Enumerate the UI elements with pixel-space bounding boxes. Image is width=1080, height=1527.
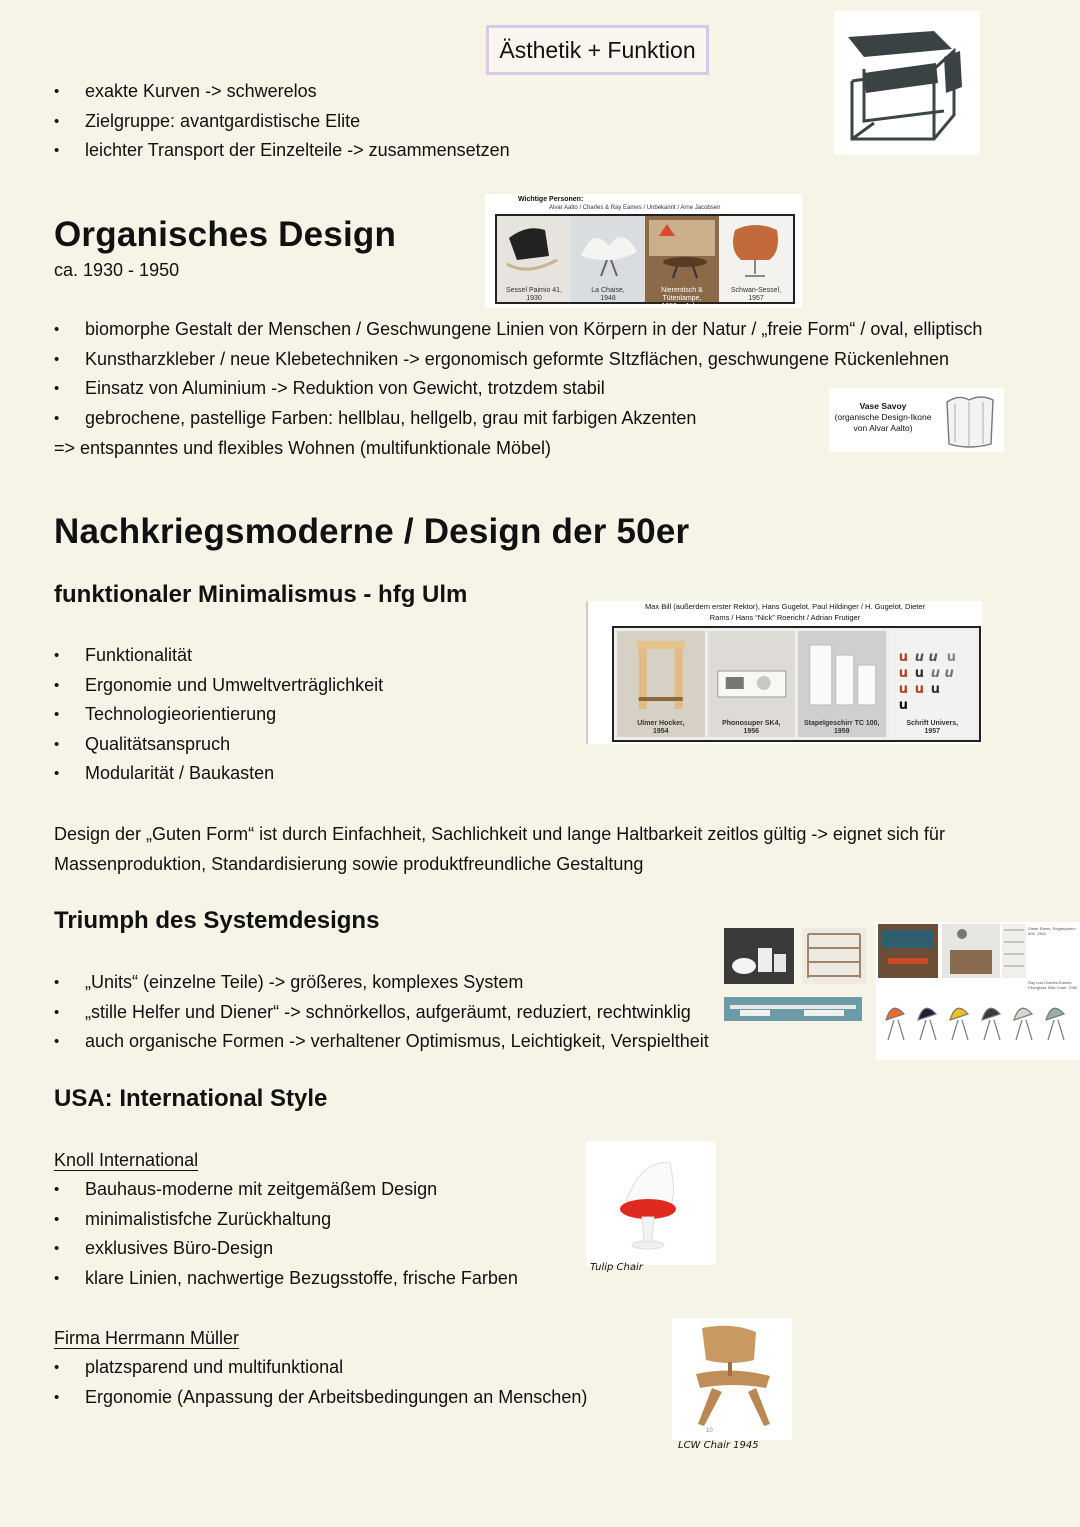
svg-text:u: u	[914, 682, 924, 697]
vase-savoy-card	[829, 388, 1004, 452]
armchair-icon	[497, 216, 571, 282]
shelf-icon	[802, 928, 866, 984]
tile-univers	[889, 631, 977, 737]
list-item: • Ergonomie (Anpassung der Arbeitsbedingungen an Menschen)	[54, 1383, 587, 1413]
list-item: • platzsparend und multifunktional	[54, 1353, 587, 1383]
lcw-chair-image	[672, 1318, 792, 1440]
typeface-icon	[889, 631, 977, 715]
paragraph-line: Design der „Guten Form“ ist durch Einfachheit, Sachlichkeit und lange Haltbarkeit zeitlos gültig -> eignet sich für	[54, 824, 945, 844]
knoll-heading: Knoll International	[54, 1150, 199, 1170]
list-item: • Bauhaus-moderne mit zeitgemäßem Design	[54, 1175, 518, 1205]
lamp-icon	[942, 924, 1000, 978]
vase-desc: (organische Design-Ikone	[834, 412, 932, 422]
rams-caption: Dieter Rams, Regalsystem 606, 1960	[1028, 926, 1076, 936]
tulip-chair-icon	[586, 1141, 716, 1265]
wall-shelf-photo	[724, 997, 862, 1021]
people-names: Alvar Aalto / Charles & Ray Eames / Unbekannt / Arne Jacobsen	[549, 205, 721, 211]
chair-icon	[834, 11, 980, 155]
tile-paimio	[497, 216, 571, 302]
shelf-icon	[1002, 924, 1026, 978]
item-caption: Stapelgeschirr TC 100, 1959	[804, 720, 880, 735]
mueller-heading: Firma Herrmann Müller	[54, 1328, 240, 1348]
postwar-bullets	[54, 641, 383, 789]
list-item: • leichter Transport der Einzelteile -> zusammensetzen	[54, 136, 510, 166]
item-caption: Schrift Univers, 1957	[906, 720, 959, 735]
list-item: • „Units“ (einzelne Teile) -> größeres, komplexes System	[54, 968, 709, 998]
system-title: Triumph des Systemdesigns	[54, 907, 380, 934]
radio-icon	[708, 631, 796, 715]
item-caption: Nierentisch & Tütenlampe, 1950er Jahre	[661, 287, 703, 310]
list-item: • Ergonomie und Umweltverträglichkeit	[54, 671, 383, 701]
organic-people-card	[485, 194, 802, 308]
list-item: • klare Linien, nachwertige Bezugsstoffe, frische Farben	[54, 1264, 518, 1294]
lcw-caption: LCW Chair 1945	[678, 1440, 759, 1451]
list-item: • Einsatz von Aluminium -> Reduktion von Gewicht, trotzdem stabil	[54, 374, 982, 404]
organic-conclusion: => entspanntes und flexibles Wohnen (multifunktionale Möbel)	[54, 438, 551, 458]
stack-dishes-icon	[798, 631, 886, 715]
svg-text:u: u	[898, 698, 908, 713]
svg-text:u u: u u	[930, 666, 954, 681]
svg-text:u: u	[914, 666, 924, 681]
dishes-photo	[724, 928, 794, 984]
system-bullets	[54, 968, 709, 1057]
list-item: • Zielgruppe: avantgardistische Elite	[54, 107, 510, 137]
organic-period: ca. 1930 - 1950	[54, 260, 180, 280]
mueller-bullets	[54, 1353, 587, 1412]
eames-collage	[876, 922, 1080, 1060]
room-photo	[878, 924, 938, 978]
vase-title: Vase Savoy	[859, 401, 907, 411]
tulip-chair-image	[586, 1141, 716, 1265]
people-label: Wichtige Personen:	[518, 196, 584, 203]
usa-title: USA: International Style	[54, 1085, 328, 1112]
list-item: • Qualitätsanspruch	[54, 730, 383, 760]
lamp-icon	[645, 216, 719, 282]
list-item: • minimalistisfche Zurückhaltung	[54, 1205, 518, 1235]
svg-text:u: u	[898, 666, 908, 681]
item-caption: Phonosuper SK4, 1956	[722, 720, 781, 735]
people-line-1: Max Bill (außerdem erster Rektor), Hans Gugelot, Paul Hildinger / H. Gugelot, Dieter	[644, 602, 926, 611]
knoll-bullets	[54, 1175, 518, 1293]
item-caption: La Chaise, 1948	[591, 287, 625, 302]
header-badge-text: Ästhetik + Funktion	[499, 36, 696, 63]
list-item: • exakte Kurven -> schwerelos	[54, 77, 510, 107]
shelf-photo	[802, 928, 866, 984]
postwar-title: Nachkriegsmoderne / Design der 50er	[54, 512, 690, 551]
list-item: • Kunstharzkleber / neue Klebetechniken -> ergonomisch geformte SItzflächen, geschwungene Rückenlehnen	[54, 345, 982, 375]
list-item: • exklusives Büro-Design	[54, 1234, 518, 1264]
svg-text:u: u	[898, 682, 908, 697]
wassily-chair-image	[834, 11, 980, 155]
item-caption: Sessel Paimio 41, 1930	[505, 287, 563, 302]
paragraph-line: Massenproduktion, Standardisierung sowie produktfreundliche Gestaltung	[54, 854, 644, 874]
svg-text:u: u	[946, 650, 956, 665]
item-caption: Schwan-Sessel, 1957	[730, 287, 782, 302]
swan-chair-icon	[719, 216, 793, 282]
svg-text:u: u	[898, 650, 908, 665]
list-item: • Funktionalität	[54, 641, 383, 671]
list-item: • gebrochene, pastellige Farben: hellblau, hellgelb, grau mit farbigen Akzenten	[54, 404, 982, 434]
page-number: 10	[706, 1428, 713, 1434]
lcw-chair-icon	[672, 1318, 792, 1440]
side-chairs-icon	[880, 996, 1076, 1044]
stool-icon	[617, 631, 705, 715]
list-item: • Technologieorientierung	[54, 700, 383, 730]
eames-caption: Ray und Charles Eames, Fiberglass Side Chair, 1950	[1028, 980, 1078, 990]
shelf-system-photo	[1002, 924, 1026, 978]
postwar-subtitle: funktionaler Minimalismus - hfg Ulm	[54, 581, 468, 608]
tulip-caption: Tulip Chair	[590, 1262, 643, 1273]
organic-title: Organisches Design	[54, 215, 397, 254]
tile-stapelgeschirr	[798, 631, 886, 737]
item-caption: Ulmer Hocker, 1954	[637, 720, 685, 735]
svg-text:u u: u u	[914, 650, 938, 665]
tile-la-chaise	[571, 216, 645, 302]
tile-ulmer-hocker	[617, 631, 705, 737]
svg-text:u: u	[930, 682, 940, 697]
tile-schwan	[719, 216, 793, 302]
wall-shelf-icon	[724, 997, 862, 1021]
postwar-paragraph	[54, 819, 945, 879]
header-badge	[486, 25, 709, 75]
list-item: • „stille Helfer und Diener“ -> schnörkellos, aufgeräumt, reduziert, rechtwinklig	[54, 998, 709, 1028]
list-item: • Modularität / Baukasten	[54, 759, 383, 789]
intro-bullets	[54, 77, 510, 166]
dishes-icon	[724, 928, 794, 984]
people-line-2: Rams / Hans “Nick” Roericht / Adrian Frutiger	[709, 613, 861, 622]
tile-nierentisch	[645, 216, 719, 310]
vase-icon	[939, 392, 1001, 450]
lamp-photo	[942, 924, 1000, 978]
list-item: • auch organische Formen -> verhaltener Optimismus, Leichtigkeit, Verspieltheit	[54, 1027, 709, 1057]
vase-author: von Alvar Aalto)	[853, 423, 913, 433]
list-item: • biomorphe Gestalt der Menschen / Geschwungene Linien von Körpern in der Natur / „freie Form“ / oval, elliptisch	[54, 315, 982, 345]
room-icon	[878, 924, 938, 978]
tile-phonosuper	[708, 631, 796, 737]
lounge-chair-icon	[571, 216, 645, 282]
ulm-people-card	[586, 601, 982, 744]
